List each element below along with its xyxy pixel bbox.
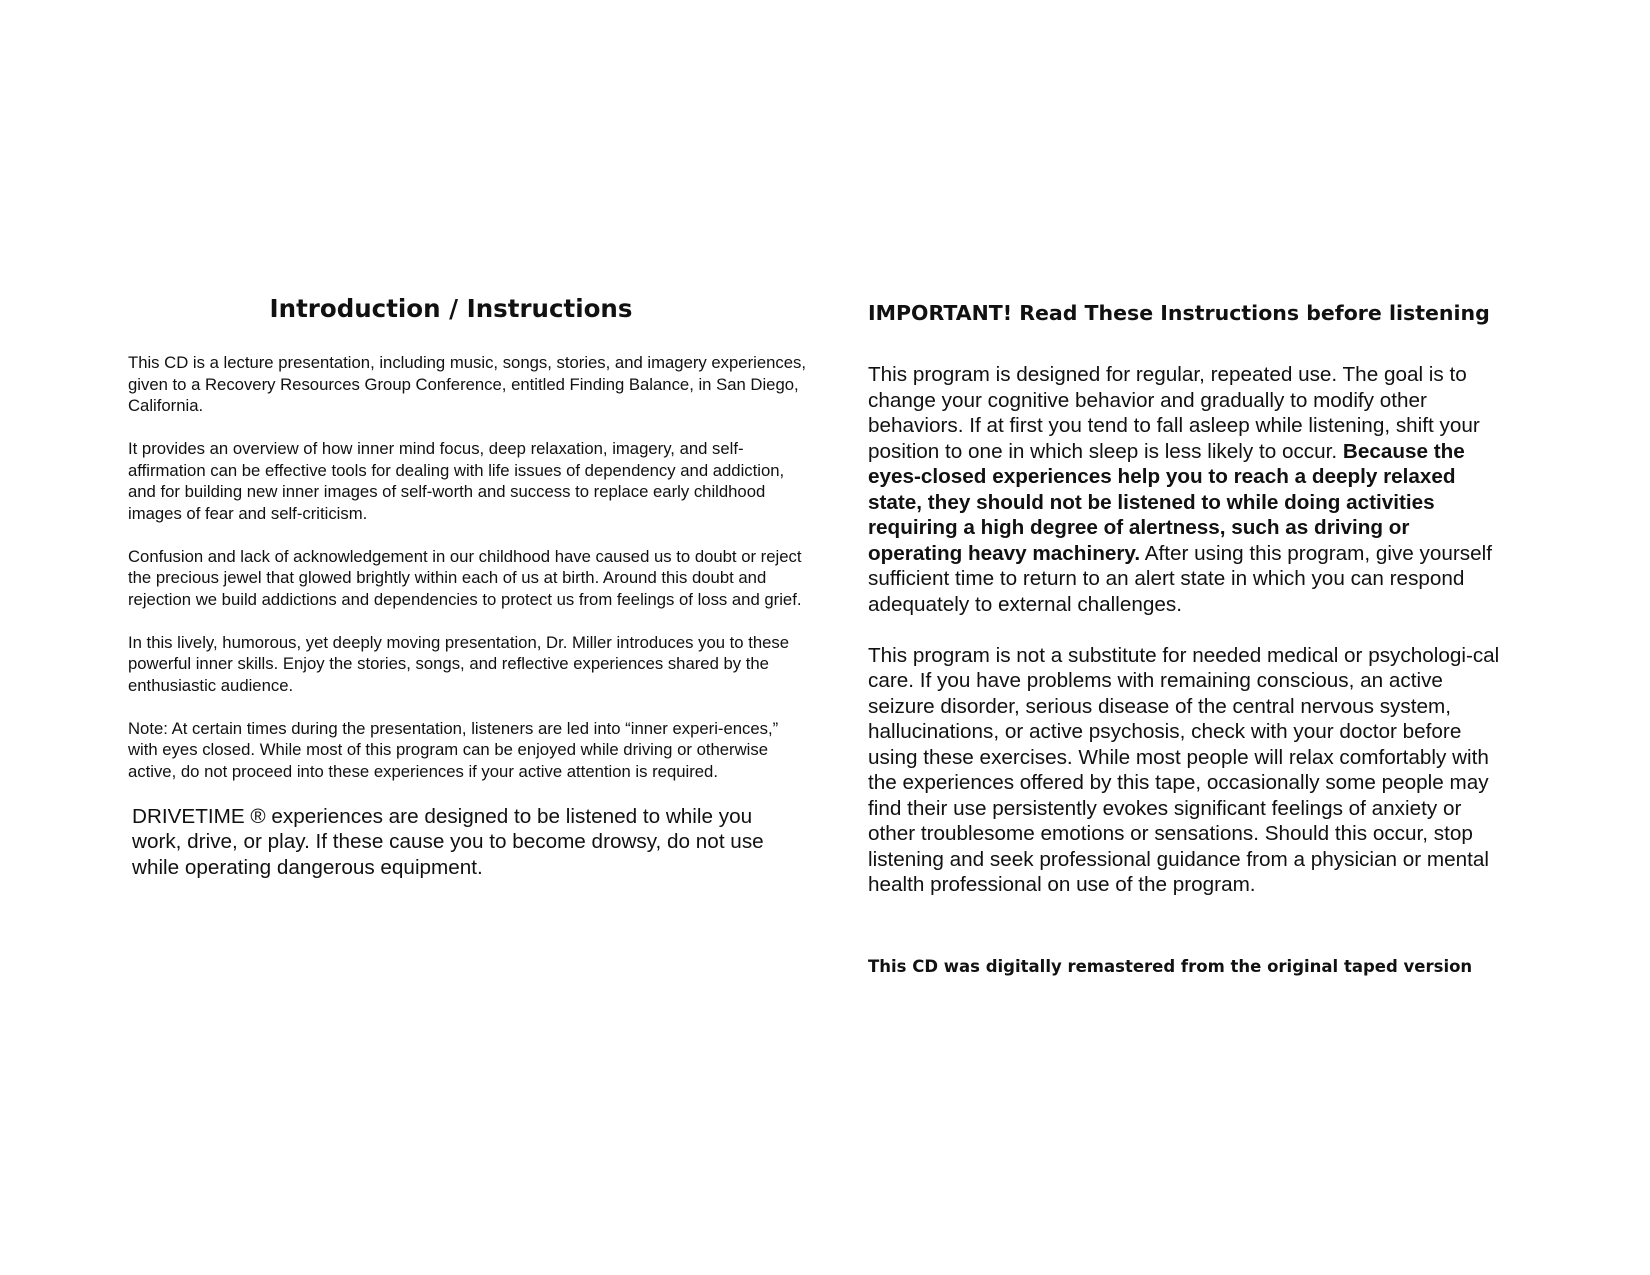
- intro-paragraph-overview: This CD is a lecture presentation, including music, songs, stories, and imagery experiences, given to a Recovery Resources Group Conference, entitled Finding Balance, in San Diego, California.: [128, 353, 807, 415]
- left-panel: [128, 292, 808, 880]
- medical-disclaimer-paragraph: This program is not a substitute for needed medical or psychologi-cal care. If you have problems with remaining conscious, an active seizure disorder, serious disease of the central nervous system, hallucinations, or active psychosis, check with your doctor before using these exercises. While most people will relax comfortably with the experiences offered by this tape, occasionally some people may find their use persistently evokes significant feelings of anxiety or other troublesome emotions or sensations. Should this occur, stop listening and seek professional guidance from a physician or mental health professional on use of the program.: [868, 643, 1500, 896]
- drivetime-paragraph: DRIVETIME ® experiences are designed to be listened to while you work, drive, or play. If these cause you to become drowsy, do not use while operating dangerous equipment.: [132, 804, 764, 879]
- right-panel: [868, 298, 1508, 978]
- usage-text-start: This program is designed for regular, repeated use. The goal is to change your cognitive behavior and gradually to modify other behaviors. If at first you tend to fall asleep while listening, shift your position to one in which sleep is less likely to occur.: [868, 363, 1480, 463]
- intro-paragraph-presentation: In this lively, humorous, yet deeply moving presentation, Dr. Miller introduces you to these powerful inner skills. Enjoy the stories, songs, and reflective experiences shared by the enthusiastic audience.: [128, 632, 790, 695]
- remastered-note: This CD was digitally remastered from the original taped version: [868, 956, 1473, 976]
- intro-paragraph-note: Note: At certain times during the presentation, listeners are led into “inner experi-ences,” with eyes closed. While most of this program can be enjoyed while driving or otherwise active, do not proceed into these experiences if your active attention is required.: [128, 718, 779, 781]
- usage-warning-bold: Because the eyes-closed experiences help you to reach a deeply relaxed state, they should not be listened to while doing activities requiring a high degree of alertness, such as driving or operating heavy machinery.: [868, 439, 1465, 565]
- introduction-title: Introduction / Instructions: [269, 294, 633, 323]
- intro-paragraph-childhood: Confusion and lack of acknowledgement in our childhood have caused us to doubt or reject the precious jewel that glowed brightly within each of us at birth. Around this doubt and rejection we build addictions and dependencies to protect us from feelings of loss and grief.: [128, 546, 802, 609]
- important-title: IMPORTANT! Read These Instructions before listening: [868, 301, 1490, 325]
- usage-text-end: After using this program, give yourself sufficient time to return to an alert state in which you can respond adequately to external challenges.: [868, 541, 1492, 616]
- usage-paragraph: [868, 362, 1508, 617]
- intro-paragraph-tools: It provides an overview of how inner mind focus, deep relaxation, imagery, and self-affirmation can be effective tools for dealing with life issues of dependency and addiction, and for building new inner images of self-worth and success to replace early childhood images of fear and self-criticism.: [128, 439, 785, 523]
